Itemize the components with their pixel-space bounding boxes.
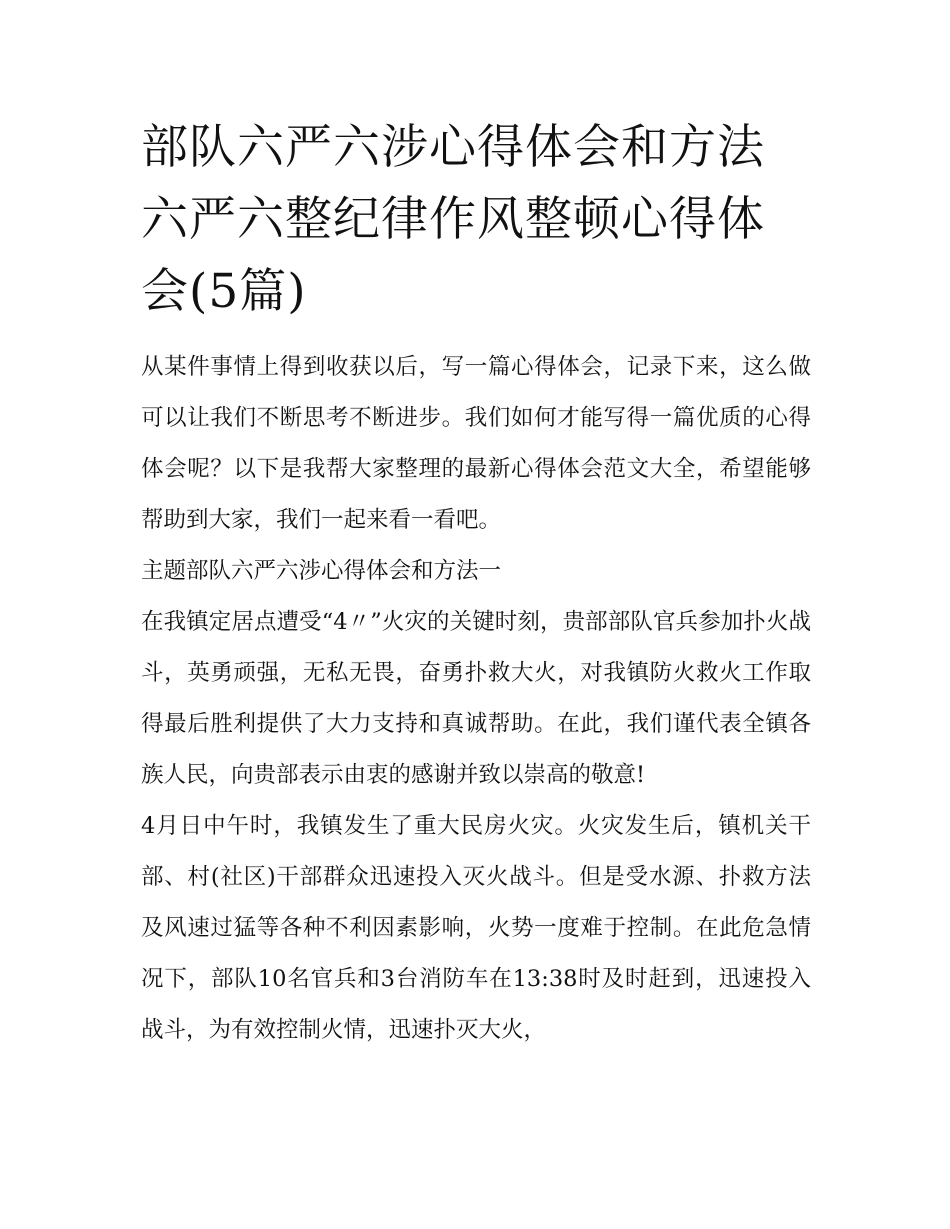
body-paragraph: 4月日中午时，我镇发生了重大民房火灾。火灾发生后，镇机关干部、村(社区)干部群众迅速投入灭火战斗。但是受水源、扑救方法及风速过猛等各种不利因素影响，火势一度难于控制。在此危急情况下，部队10名官兵和3台消防车在13:38时及时赶到，迅速投入战斗，为有效控制火情，迅速扑灭大火， [141, 813, 811, 1043]
section-heading: 主题部队六严六涉心得体会和方法一 [141, 558, 502, 584]
intro-paragraph: 从某件事情上得到收获以后，写一篇心得体会，记录下来，这么做可以让我们不断思考不断进步。我们如何才能写得一篇优质的心得体会呢？以下是我帮大家整理的最新心得体会范文大全，希望能够帮助到大家，我们一起来看一看吧。 [141, 354, 811, 533]
body-paragraph: 在我镇定居点遭受“4〃”火灾的关键时刻，贵部部队官兵参加扑火战斗，英勇顽强，无私无畏，奋勇扑救大火，对我镇防火救火工作取得最后胜利提供了大力支持和真诚帮助。在此，我们谨代表全镇各族人民，向贵部表示由衷的感谢并致以崇高的敬意! [141, 609, 811, 788]
document-title: 部队六严六涉心得体会和方法六严六整纪律作风整顿心得体会(5篇) [141, 120, 765, 319]
document-body [141, 112, 811, 1056]
